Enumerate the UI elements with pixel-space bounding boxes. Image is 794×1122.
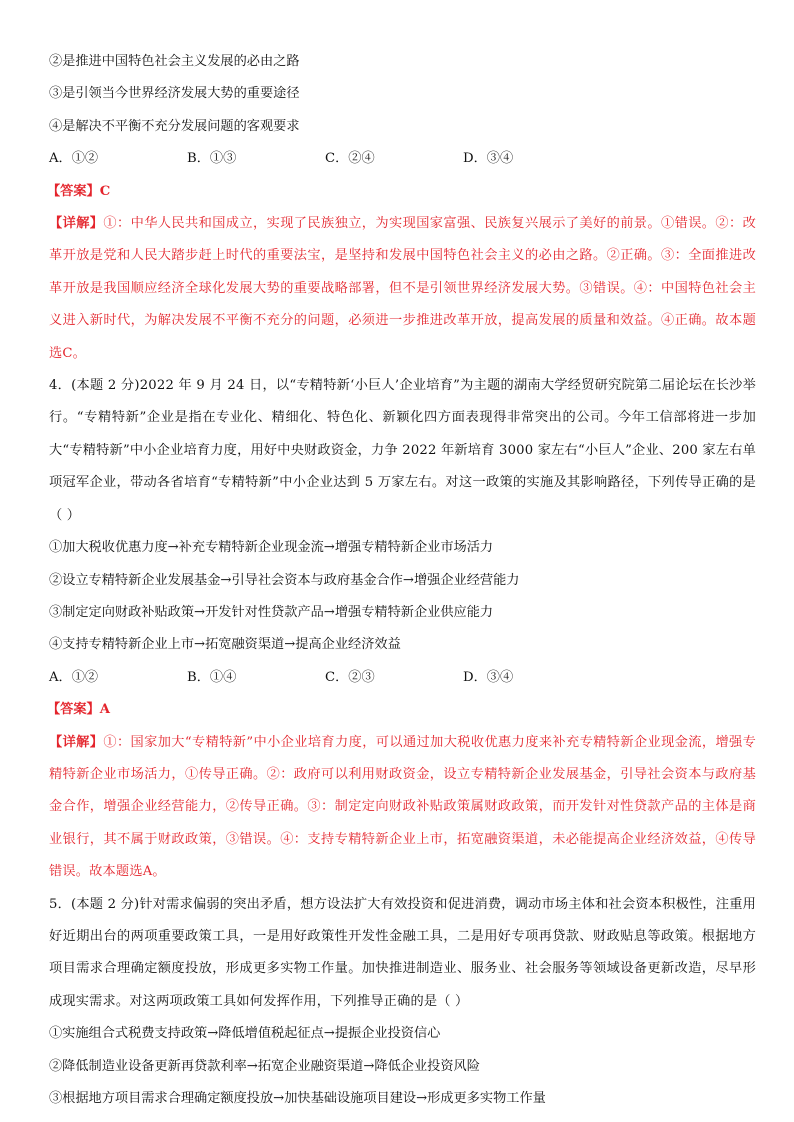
q3-option-a: A．①② [49,151,99,167]
q5-statement-2: ②降低制造业设备更新再贷款利率→拓宽企业融资渠道→降低企业投资风险 [49,1058,480,1074]
q5-statement-1: ①实施组合式税费支持政策→降低增值税起征点→提振企业投资信心 [49,1026,441,1042]
detail-text: ①：中华人民共和国成立，实现了民族独立，为实现国家富强、民族复兴展示了美好的前景。①错误。②：改革开放是党和人民大踏步赶上时代的重要法宝，是坚持和发展中国特色社会主义的必由之路。②正确。③：全面推进改革开放是我国顺应经济全球化发展大势的重要战略部署，但不是引领世界经济发展大势。③错误。④：中国特色社会主义进入新时代，为解决发展不平衡不充分的问题，必须进一步推进改革开放，提高发展的质量和效益。④正确。故本题选C。 [49,216,756,361]
q3-statement-3: ③是引领当今世界经济发展大势的重要途径 [49,86,300,102]
q4-option-d: D．③④ [463,669,514,685]
q4-option-c: C．②③ [325,669,375,685]
q3-options [49,143,756,175]
q3-answer [49,176,756,208]
q3-detail [49,208,756,370]
detail-label: 【详解】 [49,734,104,750]
answer-value: C [99,183,111,199]
answer-label: 【答案】 [47,183,100,199]
detail-text: ①：国家加大“专精特新”中小企业培育力度，可以通过加大税收优惠力度来补充专精特新企业现金流，增强专精特新企业市场活力，①传导正确。②：政府可以利用财政资金，设立专精特新企业发展基金，引导社会资本与政府基金合作，增强企业经营能力，②传导正确。③：制定定向财政补贴政策属财政政策，而开发针对性贷款产品的主体是商业银行，其不属于财政政策，③错误。④：支持专精特新企业上市，拓宽融资渠道，未必能提高企业经济效益，④传导错误。故本题选A。 [49,734,756,880]
q4-statement-3: ③制定定向财政补贴政策→开发针对性贷款产品→增强专精特新企业供应能力 [49,604,494,620]
question-4 [49,370,756,889]
question-3 [49,46,756,370]
q4-statement-4: ④支持专精特新企业上市→拓宽融资渠道→提高企业经济效益 [49,637,401,653]
q4-statement-2: ②设立专精特新企业发展基金→引导社会资本与政府基金合作→增强企业经营能力 [49,572,520,588]
q4-statement-1: ①加大税收优惠力度→补充专精特新企业现金流→增强专精特新企业市场活力 [49,540,494,556]
q5-stem: 5．(本题 2 分)针对需求偏弱的突出矛盾，想方设法扩大有效投资和促进消费，调动市场主体和社会资本积极性，注重用好近期出台的两项重要政策工具，一是用好政策性开发性金融工具，二是用好专项再贷款、财政贴息等政策。根据地方项目需求合理确定额度投放，形成更多实物工作量。加快推进制造业、服务业、社会服务等领域设备更新改造，尽早形成现实需求。对这两项政策工具如何发挥作用，下列推导正确的是（ ） [49,896,756,1009]
answer-value: A [99,702,110,718]
q4-stem: 4．(本题 2 分)2022 年 9 月 24 日，以“专精特新‘小巨人’企业培育”为主题的湖南大学经贸研究院第二届论坛在长沙举行。“专精特新”企业是指在专业化、精细化、特色化、新颖化四方面表现得非常突出的公司。今年工信部将进一步加大“专精特新”中小企业培育力度，用好中央财政资金，力争 2022 年新培育 3000 家左右“小巨人”企业、200 家左右单项冠军企业，带动各省培育“专精特新”中小企业达到 5 万家左右。对这一政策的实施及其影响路径，下列传导正确的是（ ） [49,378,756,523]
q3-option-b: B．①③ [187,151,237,167]
question-5 [49,889,756,1116]
q5-statement-3: ③根据地方项目需求合理确定额度投放→加快基础设施项目建设→形成更多实物工作量 [49,1091,546,1106]
q3-option-c: C．②④ [325,151,375,167]
q4-options [49,662,756,694]
q3-statement-2: ②是推进中国特色社会主义发展的必由之路 [49,54,300,69]
q4-answer [49,694,756,726]
q3-option-d: D．③④ [463,151,514,167]
answer-label: 【答案】 [47,702,100,718]
q4-detail [49,727,756,889]
detail-label: 【详解】 [49,216,104,232]
q4-option-b: B．①④ [187,669,237,685]
q4-option-a: A．①② [49,669,99,685]
q3-statement-4: ④是解决不平衡不充分发展问题的客观要求 [49,118,300,134]
